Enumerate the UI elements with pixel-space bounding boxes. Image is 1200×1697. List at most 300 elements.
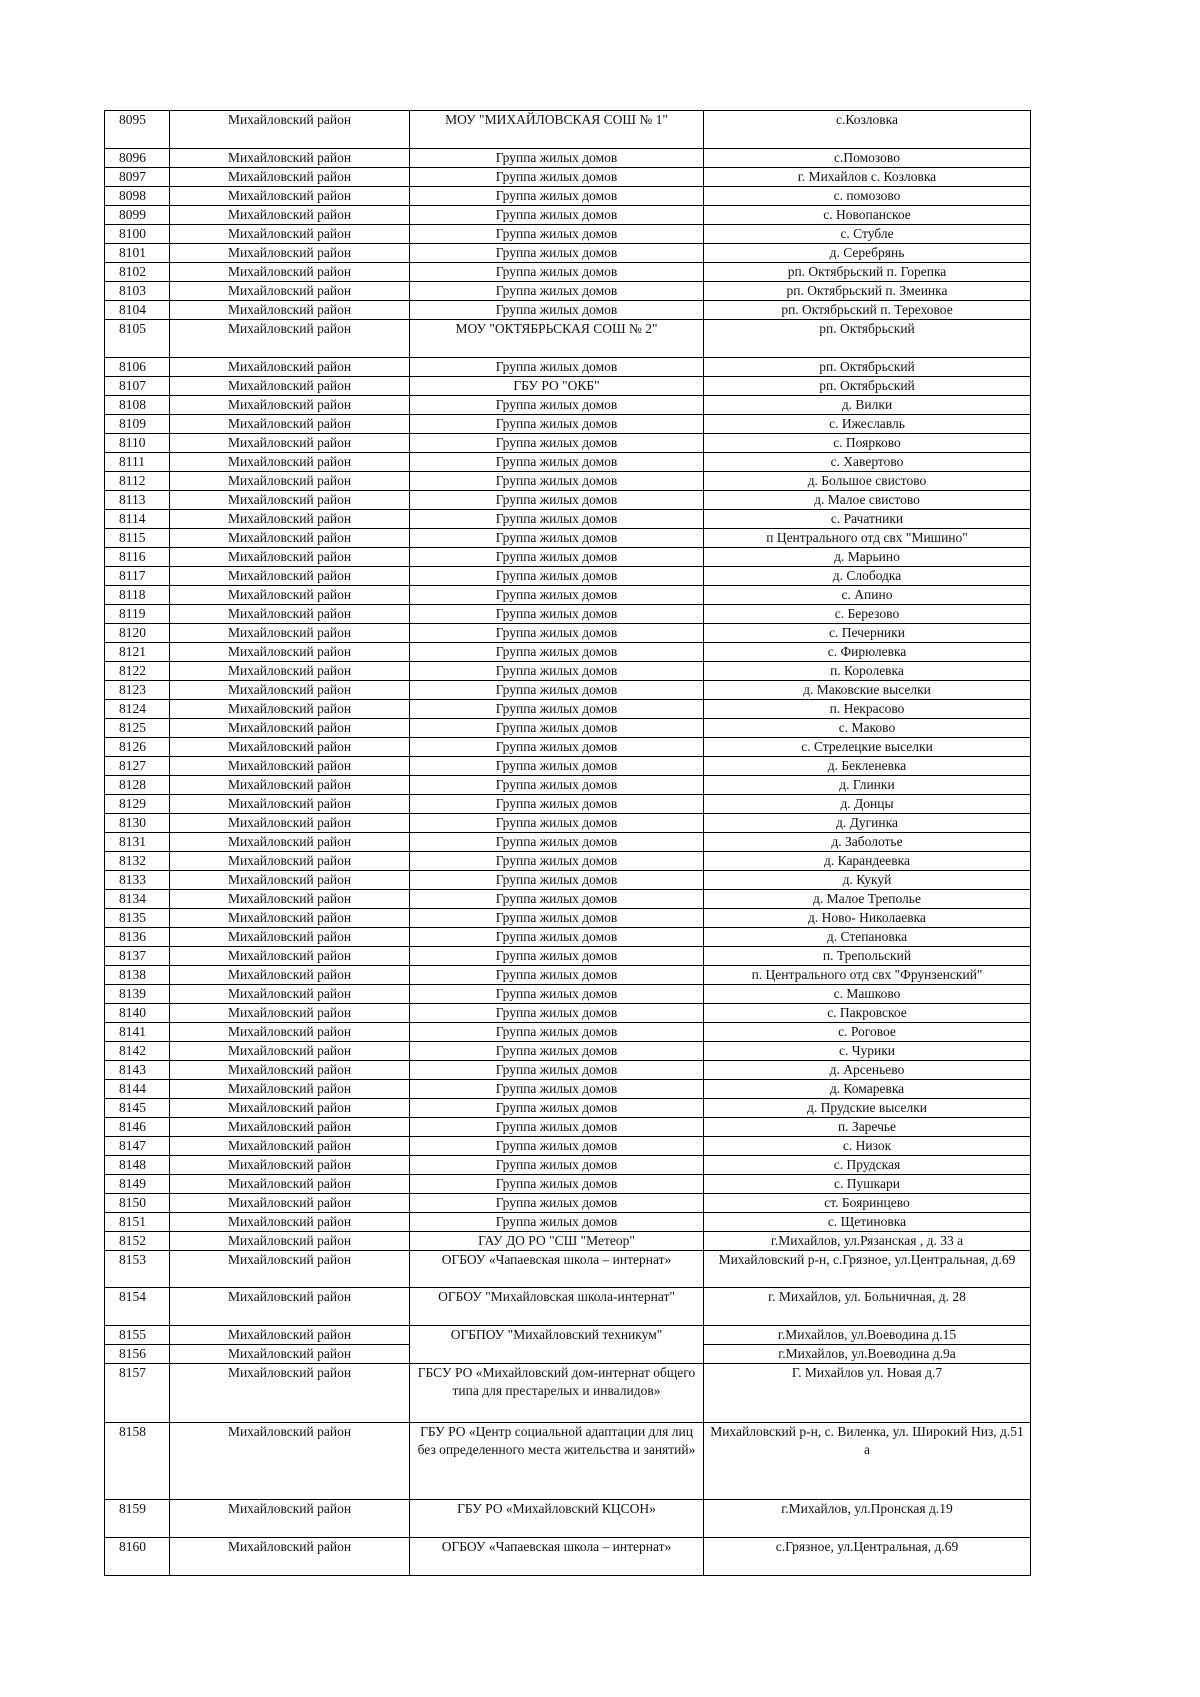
district-cell: Михайловский район <box>170 947 410 966</box>
address-cell: рп. Октябрьский <box>704 377 1031 396</box>
object-cell: Группа жилых домов <box>410 206 704 225</box>
address-cell: рп. Октябрьский п. Змеинка <box>704 282 1031 301</box>
table-row <box>105 1099 1031 1118</box>
table-row <box>105 453 1031 472</box>
object-cell: Группа жилых домов <box>410 738 704 757</box>
object-cell: МОУ "ОКТЯБРЬСКАЯ СОШ № 2" <box>410 320 704 358</box>
object-cell: ГАУ ДО РО "СШ "Метеор" <box>410 1232 704 1251</box>
address-cell: ст. Бояринцево <box>704 1194 1031 1213</box>
table-row <box>105 966 1031 985</box>
table-row <box>105 510 1031 529</box>
district-cell: Михайловский район <box>170 1251 410 1288</box>
row-number: 8124 <box>105 700 170 719</box>
district-cell: Михайловский район <box>170 491 410 510</box>
row-number: 8126 <box>105 738 170 757</box>
row-number: 8118 <box>105 586 170 605</box>
object-cell: Группа жилых домов <box>410 187 704 206</box>
object-cell: Группа жилых домов <box>410 1156 704 1175</box>
table-row <box>105 1137 1031 1156</box>
row-number: 8155 <box>105 1326 170 1345</box>
row-number: 8111 <box>105 453 170 472</box>
address-cell: с. Щетиновка <box>704 1213 1031 1232</box>
document-table <box>104 110 1031 1576</box>
address-cell: д. Комаревка <box>704 1080 1031 1099</box>
district-cell: Михайловский район <box>170 852 410 871</box>
address-cell: с. Низок <box>704 1137 1031 1156</box>
object-cell: Группа жилых домов <box>410 890 704 909</box>
object-cell: Группа жилых домов <box>410 700 704 719</box>
table-row <box>105 1080 1031 1099</box>
object-cell: Группа жилых домов <box>410 529 704 548</box>
row-number: 8158 <box>105 1423 170 1500</box>
row-number: 8108 <box>105 396 170 415</box>
district-cell: Михайловский район <box>170 776 410 795</box>
table-body <box>105 111 1031 1576</box>
address-cell: с. Хавертово <box>704 453 1031 472</box>
object-cell: Группа жилых домов <box>410 966 704 985</box>
object-cell: Группа жилых домов <box>410 795 704 814</box>
table-row <box>105 719 1031 738</box>
row-number: 8146 <box>105 1118 170 1137</box>
district-cell: Михайловский район <box>170 548 410 567</box>
object-cell: Группа жилых домов <box>410 225 704 244</box>
object-cell: Группа жилых домов <box>410 1137 704 1156</box>
row-number: 8100 <box>105 225 170 244</box>
address-cell: с. Роговое <box>704 1023 1031 1042</box>
object-cell: Группа жилых домов <box>410 1194 704 1213</box>
address-cell: с. Березово <box>704 605 1031 624</box>
table-row <box>105 586 1031 605</box>
district-cell: Михайловский район <box>170 738 410 757</box>
address-cell: д. Дугинка <box>704 814 1031 833</box>
object-cell: Группа жилых домов <box>410 757 704 776</box>
row-number: 8131 <box>105 833 170 852</box>
district-cell: Михайловский район <box>170 396 410 415</box>
table-row <box>105 1213 1031 1232</box>
table-row <box>105 1023 1031 1042</box>
district-cell: Михайловский район <box>170 1175 410 1194</box>
table-row <box>105 1004 1031 1023</box>
district-cell: Михайловский район <box>170 206 410 225</box>
district-cell: Михайловский район <box>170 662 410 681</box>
district-cell: Михайловский район <box>170 586 410 605</box>
address-cell: д. Степановка <box>704 928 1031 947</box>
district-cell: Михайловский район <box>170 814 410 833</box>
address-cell: г.Михайлов, ул.Пронская д.19 <box>704 1500 1031 1538</box>
row-number: 8134 <box>105 890 170 909</box>
row-number: 8095 <box>105 111 170 149</box>
address-cell: д. Серебрянь <box>704 244 1031 263</box>
object-cell: Группа жилых домов <box>410 586 704 605</box>
table-row <box>105 567 1031 586</box>
table-row <box>105 681 1031 700</box>
object-cell: Группа жилых домов <box>410 1213 704 1232</box>
district-cell: Михайловский район <box>170 1042 410 1061</box>
table-row <box>105 605 1031 624</box>
table-row <box>105 1232 1031 1251</box>
table-row <box>105 1288 1031 1326</box>
table-row <box>105 358 1031 377</box>
district-cell: Михайловский район <box>170 301 410 320</box>
district-cell: Михайловский район <box>170 1326 410 1345</box>
table-row <box>105 909 1031 928</box>
object-cell: Группа жилых домов <box>410 263 704 282</box>
table-row <box>105 396 1031 415</box>
district-cell: Михайловский район <box>170 377 410 396</box>
row-number: 8150 <box>105 1194 170 1213</box>
table-row <box>105 985 1031 1004</box>
address-cell: д. Арсеньево <box>704 1061 1031 1080</box>
address-cell: рп. Октябрьский <box>704 320 1031 358</box>
district-cell: Михайловский район <box>170 719 410 738</box>
address-cell: с. Ижеславль <box>704 415 1031 434</box>
table-row <box>105 662 1031 681</box>
table-row <box>105 757 1031 776</box>
row-number: 8128 <box>105 776 170 795</box>
row-number: 8105 <box>105 320 170 358</box>
object-cell: МОУ "МИХАЙЛОВСКАЯ СОШ № 1" <box>410 111 704 149</box>
address-cell: д. Маковские выселки <box>704 681 1031 700</box>
address-cell: с. Машково <box>704 985 1031 1004</box>
table-row <box>105 1423 1031 1500</box>
row-number: 8137 <box>105 947 170 966</box>
row-number: 8133 <box>105 871 170 890</box>
district-cell: Михайловский район <box>170 168 410 187</box>
district-cell: Михайловский район <box>170 700 410 719</box>
address-cell: д. Кукуй <box>704 871 1031 890</box>
table-row <box>105 1251 1031 1288</box>
row-number: 8122 <box>105 662 170 681</box>
address-cell: д. Малое Треполье <box>704 890 1031 909</box>
row-number: 8101 <box>105 244 170 263</box>
row-number: 8152 <box>105 1232 170 1251</box>
object-cell: Группа жилых домов <box>410 719 704 738</box>
address-cell: п. Королевка <box>704 662 1031 681</box>
object-cell: Группа жилых домов <box>410 662 704 681</box>
table-row <box>105 491 1031 510</box>
object-cell: Группа жилых домов <box>410 1099 704 1118</box>
district-cell: Михайловский район <box>170 890 410 909</box>
district-cell: Михайловский район <box>170 510 410 529</box>
row-number: 8102 <box>105 263 170 282</box>
row-number: 8132 <box>105 852 170 871</box>
address-cell: с. Печерники <box>704 624 1031 643</box>
district-cell: Михайловский район <box>170 434 410 453</box>
address-cell: рп. Октябрьский <box>704 358 1031 377</box>
object-cell: Группа жилых домов <box>410 871 704 890</box>
table-row <box>105 168 1031 187</box>
row-number: 8142 <box>105 1042 170 1061</box>
address-cell: с. Чурики <box>704 1042 1031 1061</box>
district-cell: Михайловский район <box>170 1538 410 1576</box>
address-cell: с.Помозово <box>704 149 1031 168</box>
district-cell: Михайловский район <box>170 567 410 586</box>
object-cell: Группа жилых домов <box>410 491 704 510</box>
table-row <box>105 738 1031 757</box>
table-row <box>105 1175 1031 1194</box>
district-cell: Михайловский район <box>170 1288 410 1326</box>
table-row <box>105 947 1031 966</box>
district-cell: Михайловский район <box>170 833 410 852</box>
row-number: 8149 <box>105 1175 170 1194</box>
row-number: 8147 <box>105 1137 170 1156</box>
district-cell: Михайловский район <box>170 643 410 662</box>
row-number: 8136 <box>105 928 170 947</box>
object-cell: ГБУ РО «Центр социальной адаптации для лиц без определенного места жительства и занятий» <box>410 1423 704 1500</box>
address-cell: рп. Октябрьский п. Горепка <box>704 263 1031 282</box>
object-cell: Группа жилых домов <box>410 358 704 377</box>
object-cell: Группа жилых домов <box>410 434 704 453</box>
address-cell: г.Михайлов, ул.Рязанская , д. 33 а <box>704 1232 1031 1251</box>
object-cell: Группа жилых домов <box>410 567 704 586</box>
row-number: 8159 <box>105 1500 170 1538</box>
object-cell: ОГБОУ «Чапаевская школа – интернат» <box>410 1538 704 1576</box>
address-cell: Михайловский р-н, с. Виленка, ул. Широкий Низ, д.51 а <box>704 1423 1031 1500</box>
object-cell: Группа жилых домов <box>410 605 704 624</box>
object-cell: Группа жилых домов <box>410 681 704 700</box>
address-cell: д. Карандеевка <box>704 852 1031 871</box>
object-cell: Группа жилых домов <box>410 453 704 472</box>
object-cell: Группа жилых домов <box>410 472 704 491</box>
district-cell: Михайловский район <box>170 1232 410 1251</box>
object-cell: Группа жилых домов <box>410 624 704 643</box>
table-row <box>105 1042 1031 1061</box>
address-cell: Михайловский р-н, с.Грязное, ул.Центральная, д.69 <box>704 1251 1031 1288</box>
row-number: 8154 <box>105 1288 170 1326</box>
district-cell: Михайловский район <box>170 529 410 548</box>
row-number: 8106 <box>105 358 170 377</box>
table-row <box>105 1118 1031 1137</box>
object-cell: Группа жилых домов <box>410 548 704 567</box>
district-cell: Михайловский район <box>170 624 410 643</box>
object-cell: Группа жилых домов <box>410 833 704 852</box>
table-row <box>105 472 1031 491</box>
address-cell: с. Рачатники <box>704 510 1031 529</box>
table-row <box>105 320 1031 358</box>
district-cell: Михайловский район <box>170 605 410 624</box>
table-row <box>105 1538 1031 1576</box>
table-row <box>105 111 1031 149</box>
object-cell: Группа жилых домов <box>410 947 704 966</box>
address-cell: с. Пушкари <box>704 1175 1031 1194</box>
address-cell: д. Марьино <box>704 548 1031 567</box>
row-number: 8138 <box>105 966 170 985</box>
row-number: 8148 <box>105 1156 170 1175</box>
object-cell: ГБУ РО "ОКБ" <box>410 377 704 396</box>
row-number: 8098 <box>105 187 170 206</box>
district-cell: Михайловский район <box>170 1364 410 1423</box>
table-row <box>105 624 1031 643</box>
address-cell: с. Маково <box>704 719 1031 738</box>
address-cell: г.Михайлов, ул.Воеводина д.9а <box>704 1345 1031 1364</box>
table-row <box>105 890 1031 909</box>
district-cell: Михайловский район <box>170 871 410 890</box>
district-cell: Михайловский район <box>170 244 410 263</box>
district-cell: Михайловский район <box>170 928 410 947</box>
district-cell: Михайловский район <box>170 1061 410 1080</box>
object-cell: Группа жилых домов <box>410 852 704 871</box>
district-cell: Михайловский район <box>170 1423 410 1500</box>
address-cell: д. Заболотье <box>704 833 1031 852</box>
address-cell: п. Некрасово <box>704 700 1031 719</box>
table-row <box>105 795 1031 814</box>
district-cell: Михайловский район <box>170 985 410 1004</box>
row-number: 8129 <box>105 795 170 814</box>
district-cell: Михайловский район <box>170 757 410 776</box>
table-row <box>105 1061 1031 1080</box>
object-cell: ОГБОУ «Чапаевская школа – интернат» <box>410 1251 704 1288</box>
row-number: 8107 <box>105 377 170 396</box>
object-cell: Группа жилых домов <box>410 814 704 833</box>
row-number: 8140 <box>105 1004 170 1023</box>
table-row <box>105 814 1031 833</box>
row-number: 8143 <box>105 1061 170 1080</box>
row-number: 8121 <box>105 643 170 662</box>
address-cell: д. Глинки <box>704 776 1031 795</box>
address-cell: д. Донцы <box>704 795 1031 814</box>
address-cell: п. Заречье <box>704 1118 1031 1137</box>
district-cell: Михайловский район <box>170 1345 410 1364</box>
object-cell: ОГБОУ "Михайловская школа-интернат" <box>410 1288 704 1326</box>
row-number: 8117 <box>105 567 170 586</box>
table-row <box>105 548 1031 567</box>
address-cell: г. Михайлов, ул. Больничная, д. 28 <box>704 1288 1031 1326</box>
district-cell: Михайловский район <box>170 1004 410 1023</box>
object-cell: Группа жилых домов <box>410 643 704 662</box>
address-cell: п. Центрального отд свх "Фрунзенский" <box>704 966 1031 985</box>
address-cell: д. Большое свистово <box>704 472 1031 491</box>
district-cell: Михайловский район <box>170 1213 410 1232</box>
address-cell: д. Малое свистово <box>704 491 1031 510</box>
table-row <box>105 244 1031 263</box>
district-cell: Михайловский район <box>170 358 410 377</box>
object-cell: Группа жилых домов <box>410 282 704 301</box>
table-row <box>105 1326 1031 1345</box>
row-number: 8097 <box>105 168 170 187</box>
row-number: 8116 <box>105 548 170 567</box>
address-cell: п. Трепольский <box>704 947 1031 966</box>
address-cell: д. Прудские выселки <box>704 1099 1031 1118</box>
address-cell: рп. Октябрьский п. Тереховое <box>704 301 1031 320</box>
table-row <box>105 377 1031 396</box>
address-cell: с. Апино <box>704 586 1031 605</box>
address-cell: д. Вилки <box>704 396 1031 415</box>
address-cell: с. Пакровское <box>704 1004 1031 1023</box>
district-cell: Михайловский район <box>170 187 410 206</box>
table-row <box>105 871 1031 890</box>
object-cell: ГБУ РО «Михайловский КЦСОН» <box>410 1500 704 1538</box>
row-number: 8160 <box>105 1538 170 1576</box>
address-cell: с. помозово <box>704 187 1031 206</box>
district-cell: Михайловский район <box>170 1156 410 1175</box>
address-cell: г.Михайлов, ул.Воеводина д.15 <box>704 1326 1031 1345</box>
address-cell: г. Михайлов с. Козловка <box>704 168 1031 187</box>
object-cell: Группа жилых домов <box>410 1004 704 1023</box>
row-number: 8125 <box>105 719 170 738</box>
table-row <box>105 282 1031 301</box>
table-row <box>105 529 1031 548</box>
object-cell: Группа жилых домов <box>410 149 704 168</box>
row-number: 8103 <box>105 282 170 301</box>
table-row <box>105 1156 1031 1175</box>
row-number: 8112 <box>105 472 170 491</box>
table-row <box>105 1194 1031 1213</box>
object-cell: Группа жилых домов <box>410 909 704 928</box>
address-cell: с. Новопанское <box>704 206 1031 225</box>
district-cell: Михайловский район <box>170 795 410 814</box>
address-cell: д. Слободка <box>704 567 1031 586</box>
row-number: 8123 <box>105 681 170 700</box>
object-cell: Группа жилых домов <box>410 776 704 795</box>
object-cell: Группа жилых домов <box>410 244 704 263</box>
row-number: 8141 <box>105 1023 170 1042</box>
district-cell: Михайловский район <box>170 1023 410 1042</box>
object-cell: Группа жилых домов <box>410 1061 704 1080</box>
district-cell: Михайловский район <box>170 472 410 491</box>
table-row <box>105 1364 1031 1423</box>
district-cell: Михайловский район <box>170 1137 410 1156</box>
row-number: 8145 <box>105 1099 170 1118</box>
object-cell: Группа жилых домов <box>410 985 704 1004</box>
table-row <box>105 833 1031 852</box>
row-number: 8096 <box>105 149 170 168</box>
district-cell: Михайловский район <box>170 966 410 985</box>
table-row <box>105 434 1031 453</box>
row-number: 8135 <box>105 909 170 928</box>
row-number: 8130 <box>105 814 170 833</box>
object-cell: Группа жилых домов <box>410 1023 704 1042</box>
address-cell: с. Стубле <box>704 225 1031 244</box>
table-row <box>105 187 1031 206</box>
district-cell: Михайловский район <box>170 1194 410 1213</box>
row-number: 8151 <box>105 1213 170 1232</box>
address-cell: с.Грязное, ул.Центральная, д.69 <box>704 1538 1031 1576</box>
district-cell: Михайловский район <box>170 149 410 168</box>
table-row <box>105 1500 1031 1538</box>
address-cell: с. Поярково <box>704 434 1031 453</box>
object-cell: ГБСУ РО «Михайловский дом-интернат общего типа для престарелых и инвалидов» <box>410 1364 704 1423</box>
object-cell: Группа жилых домов <box>410 168 704 187</box>
row-number: 8099 <box>105 206 170 225</box>
district-cell: Михайловский район <box>170 1080 410 1099</box>
district-cell: Михайловский район <box>170 909 410 928</box>
district-cell: Михайловский район <box>170 111 410 149</box>
row-number: 8156 <box>105 1345 170 1364</box>
row-number: 8157 <box>105 1364 170 1423</box>
address-cell: п Центрального отд свх "Мишино" <box>704 529 1031 548</box>
object-cell: Группа жилых домов <box>410 1118 704 1137</box>
address-cell: с. Фирюлевка <box>704 643 1031 662</box>
object-cell: Группа жилых домов <box>410 1042 704 1061</box>
row-number: 8127 <box>105 757 170 776</box>
row-number: 8153 <box>105 1251 170 1288</box>
object-cell: Группа жилых домов <box>410 1175 704 1194</box>
district-cell: Михайловский район <box>170 415 410 434</box>
object-cell: Группа жилых домов <box>410 301 704 320</box>
object-cell: ОГБПОУ "Михайловский техникум" <box>410 1326 704 1364</box>
row-number: 8139 <box>105 985 170 1004</box>
row-number: 8114 <box>105 510 170 529</box>
district-cell: Михайловский район <box>170 1500 410 1538</box>
row-number: 8144 <box>105 1080 170 1099</box>
district-cell: Михайловский район <box>170 263 410 282</box>
object-cell: Группа жилых домов <box>410 510 704 529</box>
district-cell: Михайловский район <box>170 320 410 358</box>
address-cell: д. Ново- Николаевка <box>704 909 1031 928</box>
table-row <box>105 263 1031 282</box>
object-cell: Группа жилых домов <box>410 396 704 415</box>
row-number: 8120 <box>105 624 170 643</box>
